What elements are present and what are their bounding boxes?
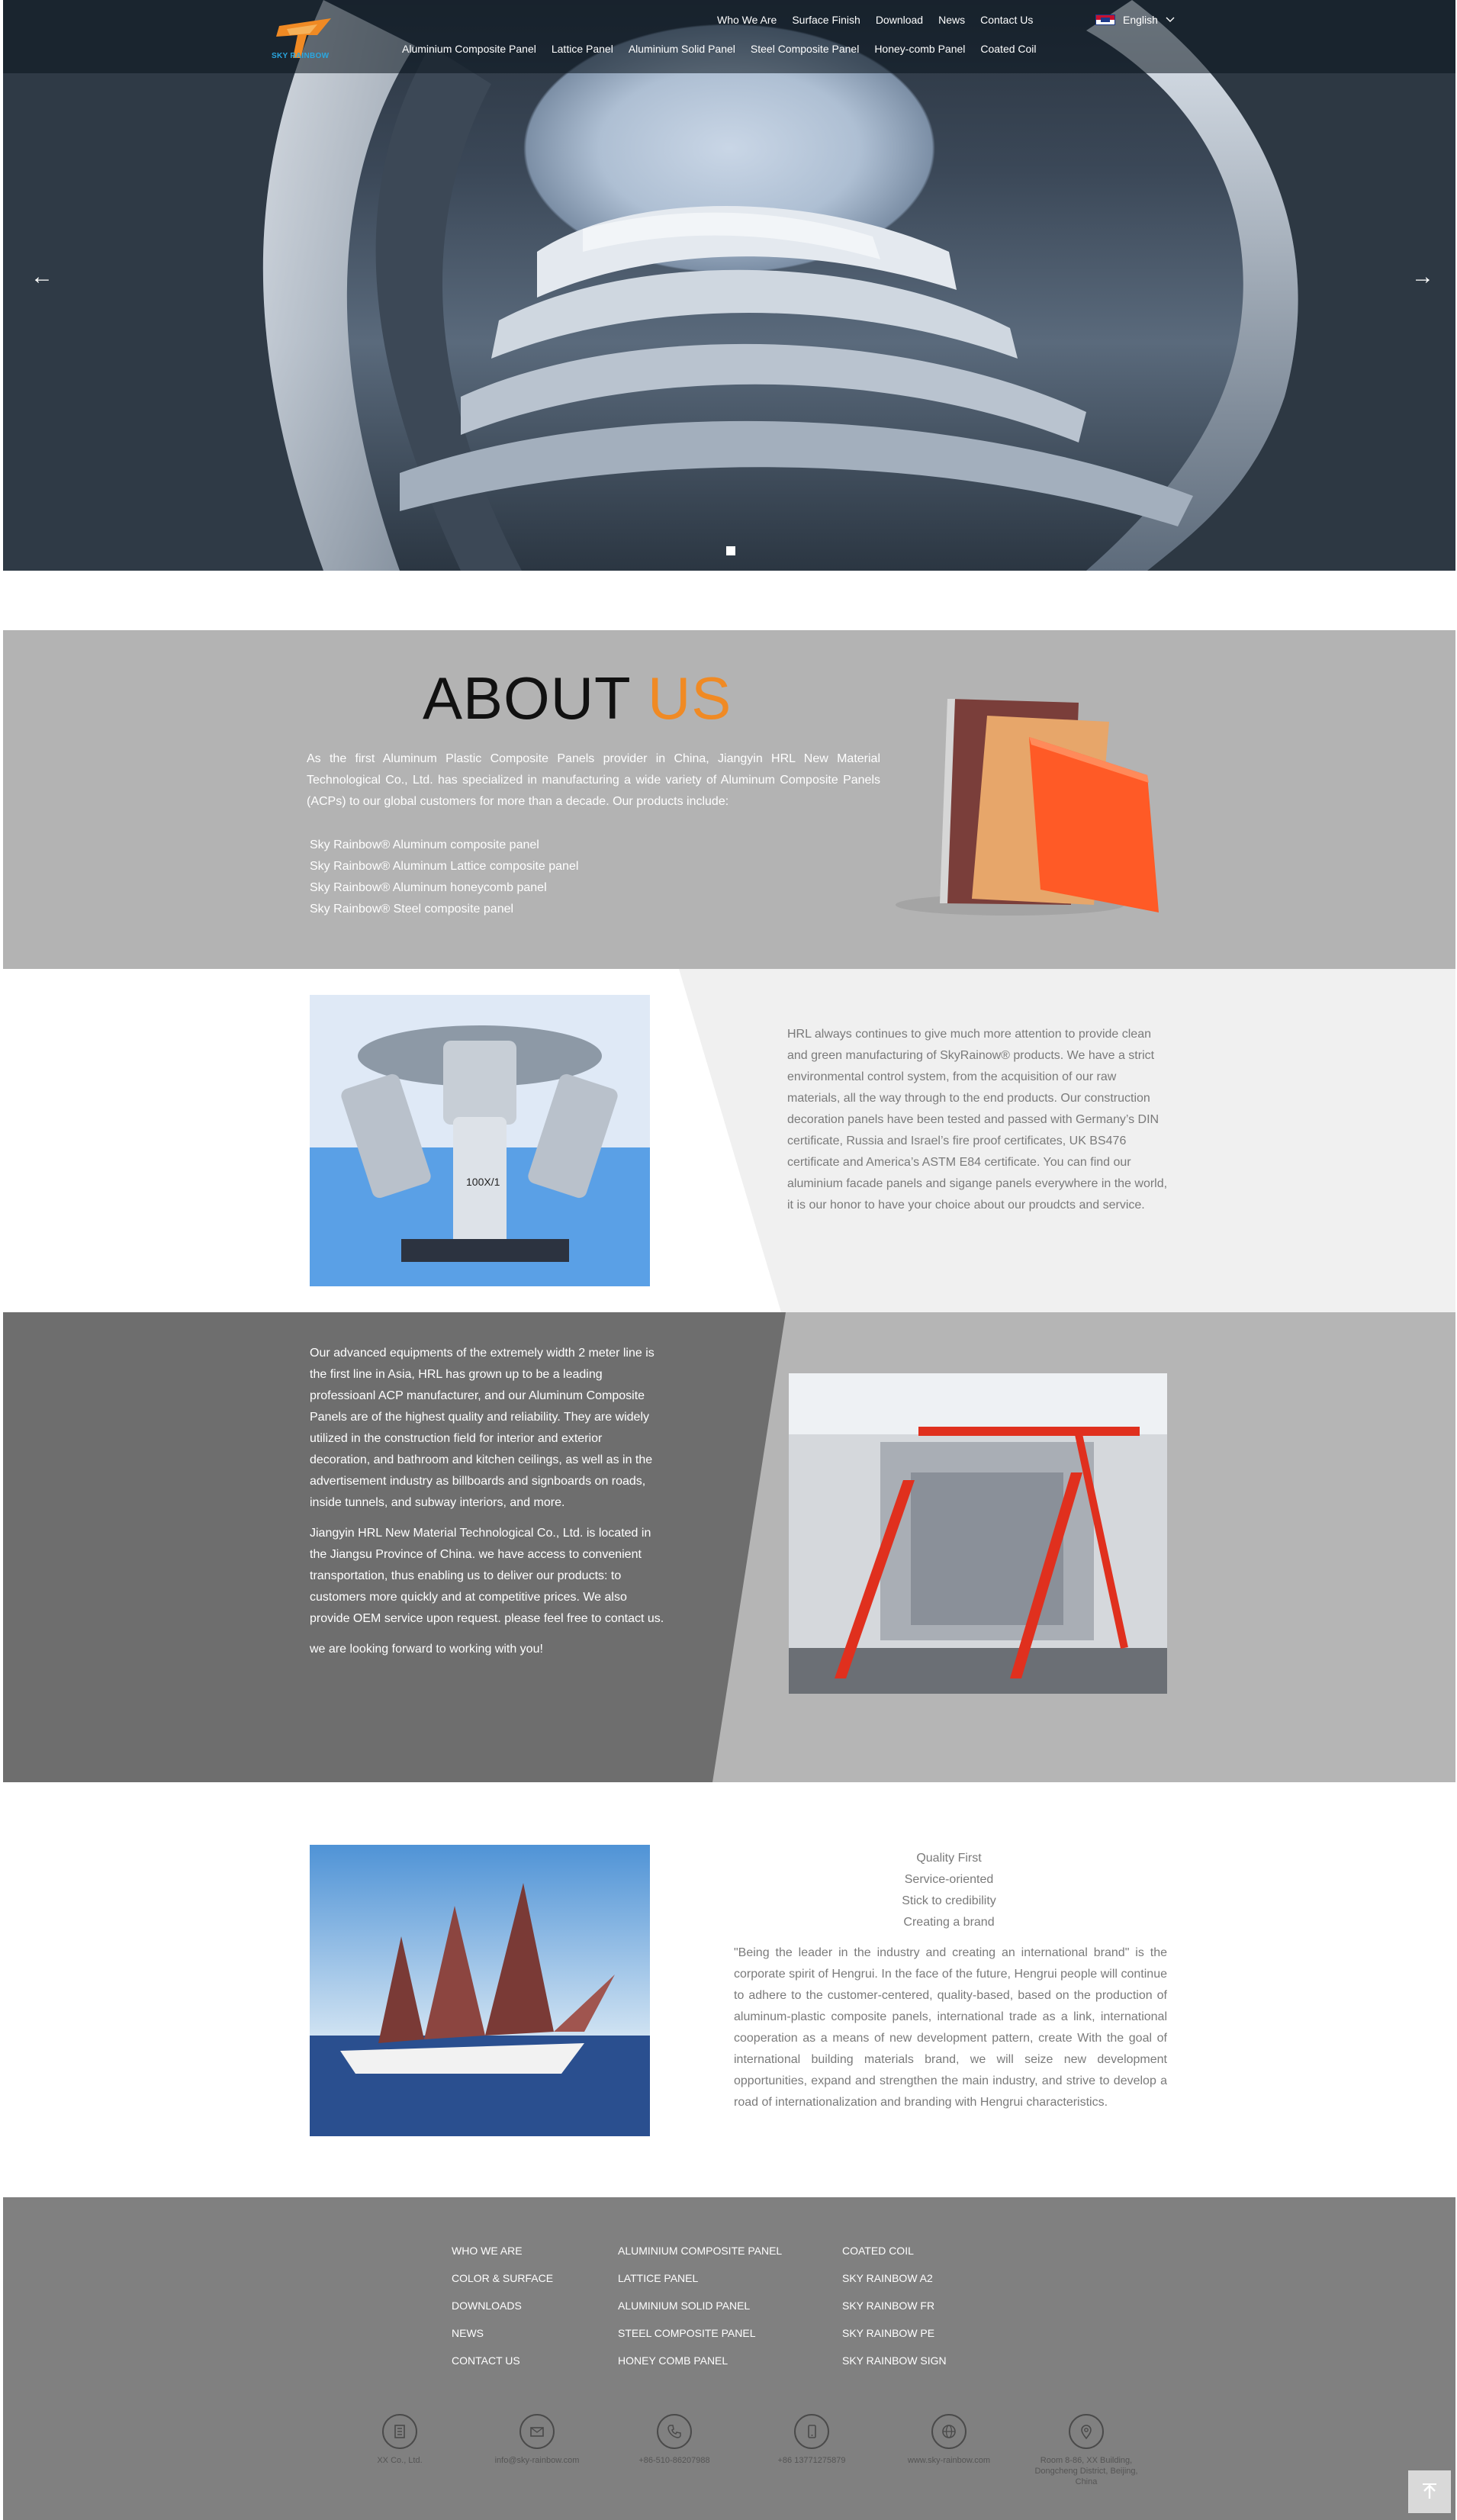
equipment-text bbox=[310, 1343, 665, 1669]
about-title bbox=[423, 664, 732, 733]
nav-steel-composite-panel[interactable]: Steel Composite Panel bbox=[750, 43, 860, 55]
nav-contact-us[interactable]: Contact Us bbox=[980, 14, 1034, 26]
building-icon bbox=[382, 2414, 417, 2449]
contact-phone[interactable] bbox=[606, 2414, 743, 2487]
footer-link[interactable]: ALUMINIUM SOLID PANEL bbox=[618, 2300, 751, 2312]
footer-link[interactable]: ALUMINIUM COMPOSITE PANEL bbox=[618, 2245, 783, 2257]
microscope-image bbox=[310, 995, 650, 1286]
nav-who-we-are[interactable]: Who We Are bbox=[717, 14, 777, 26]
hero-banner bbox=[3, 0, 1455, 571]
footer-link[interactable]: COLOR & SURFACE bbox=[452, 2272, 554, 2284]
footer-link[interactable]: SKY RAINBOW A2 bbox=[842, 2272, 933, 2284]
slogan-item: Service-oriented bbox=[904, 1873, 994, 1886]
environment-text: HRL always continues to give much more attention to provide clean and green manufacturing of SkyRainow® products. We have a strict environmental control system, from the acquisition of our raw materials, all the way through to the end products. Our construction decoration panels have been tested and passed with Germany’s DIN certificate, Russia and Israel’s fire proof certificates, UK BS476 certificate and America’s ASTM E84 certificate. You can find our aluminium facade panels and sigange panels everywhere in the world, it is our honor to have your choice about our proudcts and service. bbox=[787, 1028, 1168, 1212]
main-nav bbox=[402, 43, 1037, 55]
logo-text: SKY RAINBOW bbox=[272, 52, 330, 60]
contact-company bbox=[331, 2414, 468, 2487]
equipment-paragraph: we are looking forward to working with you! bbox=[310, 1643, 543, 1656]
globe-icon bbox=[931, 2414, 967, 2449]
product-item: Sky Rainbow® Steel composite panel bbox=[310, 903, 514, 916]
equipment-paragraph: Our advanced equipments of the extremely width 2 meter line is the first line in Asia, HRL has grown up to be a leading professioanl ACP manufacturer, and our Aluminum Composite Panels are of the highest quality and reliability. They are widely utilized in the construction field for interior and exterior decoration, and bathroom and kitchen ceilings, as well as in the advertisement industry as billboards and signboards on roads, inside tunnels, and subway interiors, and more. bbox=[310, 1347, 655, 1509]
environment-section bbox=[3, 969, 1455, 1312]
footer-link[interactable]: SKY RAINBOW SIGN bbox=[842, 2354, 947, 2367]
footer-link[interactable]: WHO WE ARE bbox=[452, 2245, 523, 2257]
contact-caption: +86-510-86207988 bbox=[638, 2456, 710, 2465]
footer-link[interactable]: HONEY COMB PANEL bbox=[618, 2354, 728, 2367]
contact-address bbox=[1018, 2414, 1155, 2487]
contact-website[interactable] bbox=[880, 2414, 1018, 2487]
contact-caption: info@sky-rainbow.com bbox=[494, 2456, 580, 2465]
slider-dot[interactable] bbox=[726, 546, 735, 555]
nav-news[interactable]: News bbox=[938, 14, 966, 26]
footer-link[interactable]: SKY RAINBOW FR bbox=[842, 2300, 935, 2312]
product-item: Sky Rainbow® Aluminum honeycomb panel bbox=[310, 881, 547, 894]
footer-link[interactable]: SKY RAINBOW PE bbox=[842, 2327, 935, 2339]
arrow-up-icon bbox=[1420, 2482, 1439, 2502]
nav-coated-coil[interactable]: Coated Coil bbox=[980, 43, 1037, 55]
footer-link[interactable]: COATED COIL bbox=[842, 2245, 914, 2257]
product-list bbox=[310, 835, 578, 920]
equipment-paragraph: Jiangyin HRL New Material Technological Co., Ltd. is located in the Jiangsu Province of China. we have access to convenient transportation, thus enabling us to deliver our products: to customers more quickly and at competitive prices. We also provide OEM service upon request. please feel free to contact us. bbox=[310, 1527, 664, 1625]
values-section bbox=[3, 1782, 1455, 2197]
slider-next-arrow-icon[interactable]: → bbox=[1411, 264, 1434, 289]
slogan-item: Creating a brand bbox=[903, 1916, 995, 1929]
equipment-bg bbox=[3, 1312, 1455, 1782]
footer-col-company bbox=[452, 2237, 553, 2374]
language-label: English bbox=[1123, 14, 1158, 26]
nav-download[interactable]: Download bbox=[875, 14, 924, 26]
footer-link[interactable]: DOWNLOADS bbox=[452, 2300, 522, 2312]
hero-architecture-image bbox=[3, 0, 1455, 571]
equipment-section bbox=[3, 1312, 1455, 1782]
footer-col-products bbox=[842, 2237, 947, 2374]
slogan-item: Stick to credibility bbox=[902, 1894, 996, 1907]
footer bbox=[3, 2197, 1455, 2520]
contact-email[interactable] bbox=[468, 2414, 606, 2487]
mobile-icon bbox=[794, 2414, 829, 2449]
nav-aluminium-composite-panel[interactable]: Aluminium Composite Panel bbox=[402, 43, 536, 55]
footer-link[interactable]: NEWS bbox=[452, 2327, 484, 2339]
factory-machine-image bbox=[789, 1373, 1167, 1694]
location-icon bbox=[1069, 2414, 1104, 2449]
uk-flag-icon bbox=[1095, 14, 1115, 25]
about-title-accent: US bbox=[647, 665, 732, 732]
mail-icon bbox=[519, 2414, 555, 2449]
phone-icon bbox=[657, 2414, 692, 2449]
contact-mobile[interactable] bbox=[743, 2414, 880, 2487]
footer-col-panels bbox=[618, 2237, 782, 2374]
nav-honey-comb-panel[interactable]: Honey-comb Panel bbox=[874, 43, 966, 55]
footer-link[interactable]: STEEL COMPOSITE PANEL bbox=[618, 2327, 756, 2339]
top-nav bbox=[717, 14, 1033, 26]
nav-surface-finish[interactable]: Surface Finish bbox=[792, 14, 860, 26]
sailing-ship-image bbox=[310, 1845, 650, 2136]
footer-link[interactable]: CONTACT US bbox=[452, 2354, 520, 2367]
nav-lattice-panel[interactable]: Lattice Panel bbox=[551, 43, 613, 55]
about-intro: As the first Aluminum Plastic Composite Panels provider in China, Jiangyin HRL New Material Technological Co., Ltd. has specialized in manufacturing a wide variety of Aluminum Composite Panels (ACPs) to our global customers for more than a decade. Our products include: bbox=[307, 752, 880, 808]
language-selector[interactable] bbox=[1095, 14, 1175, 26]
contact-caption: www.sky-rainbow.com bbox=[907, 2456, 991, 2465]
contact-caption: Room 8-86, XX Building, Dongcheng District, Beijing, China bbox=[1034, 2456, 1138, 2486]
nav-aluminium-solid-panel[interactable]: Aluminium Solid Panel bbox=[628, 43, 735, 55]
product-item: Sky Rainbow® Aluminum composite panel bbox=[310, 838, 539, 851]
slogan-list bbox=[842, 1848, 1056, 1933]
composite-panels-image bbox=[857, 661, 1178, 920]
footer-link[interactable]: LATTICE PANEL bbox=[618, 2272, 699, 2284]
top-navigation-bar bbox=[3, 0, 1455, 73]
contact-caption: +86 13771275879 bbox=[777, 2456, 846, 2465]
corporate-spirit-text: "Being the leader in the industry and creating an international brand" is the corporate spirit of Hengrui. In the face of the future, Hengrui people will continue to adhere to the customer-centered, quality-based, based on the production of aluminum-plastic composite panels, international trade as a link, international cooperation as a means of new development pattern, create With the goal of international building materials brand, we will seize new development opportunities, expand and strengthen the main industry, and strive to develop a road of internationalization and branding with Hengrui characteristics. bbox=[734, 1946, 1167, 2109]
about-section bbox=[3, 630, 1455, 969]
contact-caption: XX Co., Ltd. bbox=[377, 2456, 423, 2465]
back-to-top-button[interactable] bbox=[1408, 2470, 1451, 2513]
slogan-item: Quality First bbox=[916, 1852, 982, 1865]
about-title-main: ABOUT bbox=[423, 665, 631, 732]
product-item: Sky Rainbow® Aluminum Lattice composite panel bbox=[310, 860, 579, 873]
svg-text:100X/1: 100X/1 bbox=[466, 1176, 500, 1188]
slider-prev-arrow-icon[interactable]: ← bbox=[31, 264, 53, 289]
chevron-down-icon bbox=[1166, 17, 1175, 23]
contact-info bbox=[331, 2414, 1155, 2487]
